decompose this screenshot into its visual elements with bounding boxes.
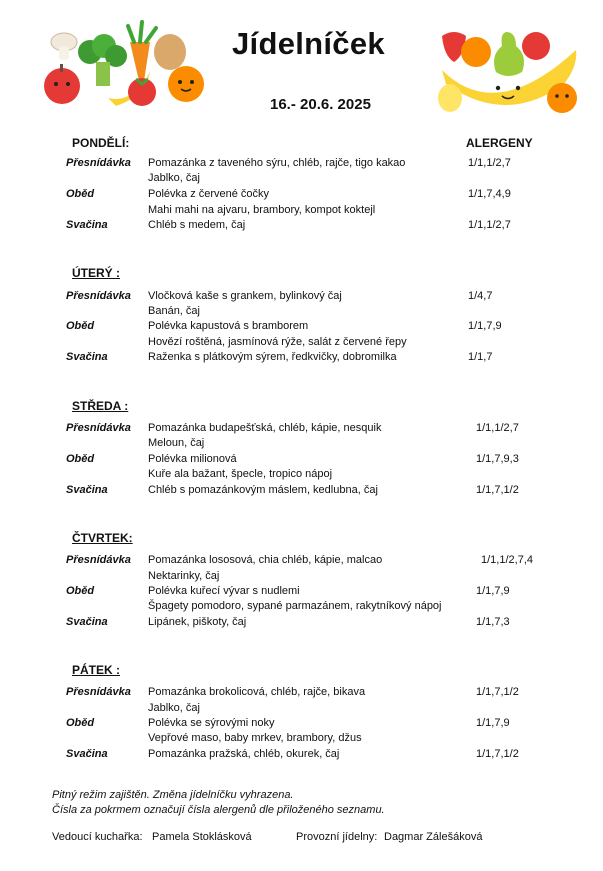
meal-line: Jablko, čaj bbox=[148, 702, 200, 714]
meal-allergens: 1/1,7,9,3 bbox=[476, 453, 519, 465]
meal-allergens: 1/1,7,1/2 bbox=[476, 484, 519, 496]
head-cook-name: Pamela Stoklásková bbox=[152, 831, 252, 843]
meal-allergens: 1/1,1/2,7 bbox=[468, 219, 511, 231]
allergens-column-header: ALERGENY bbox=[466, 136, 533, 150]
day-heading: PONDĚLÍ: bbox=[72, 136, 130, 150]
meal-line: Špagety pomodoro, sypané parmazánem, rakytníkový nápoj bbox=[148, 600, 442, 612]
meal-allergens: 1/1,1/2,7,4 bbox=[481, 554, 533, 566]
meal-allergens: 1/1,1/2,7 bbox=[468, 157, 511, 169]
meal-label: Oběd bbox=[66, 585, 95, 597]
meal-label: Svačina bbox=[66, 351, 108, 363]
meal-label: Svačina bbox=[66, 616, 108, 628]
meal-line: Polévka se sýrovými noky bbox=[148, 717, 275, 729]
day-heading: PÁTEK : bbox=[72, 663, 120, 677]
meal-allergens: 1/1,7,1/2 bbox=[476, 748, 519, 760]
footer-note: Pitný režim zajištěn. Změna jídelníčku vyhrazena. bbox=[52, 789, 294, 801]
meal-label: Přesnídávka bbox=[66, 290, 131, 302]
meal-line: Polévka kapustová s bramborem bbox=[148, 320, 309, 332]
meal-allergens: 1/4,7 bbox=[468, 290, 493, 302]
meal-label: Oběd bbox=[66, 188, 95, 200]
meal-label: Přesnídávka bbox=[66, 422, 131, 434]
meal-line: Pomazánka budapešťská, chléb, kápie, nesquik bbox=[148, 422, 382, 434]
meal-allergens: 1/1,7 bbox=[468, 351, 493, 363]
meal-allergens: 1/1,7,3 bbox=[476, 616, 510, 628]
meal-line: Polévka milionová bbox=[148, 453, 237, 465]
meal-label: Přesnídávka bbox=[66, 686, 131, 698]
page-title: Jídelníček bbox=[232, 26, 385, 61]
meal-label: Oběd bbox=[66, 717, 95, 729]
meal-line: Chléb s pomazánkovým máslem, kedlubna, čaj bbox=[148, 484, 378, 496]
meal-line: Pomazánka lososová, chia chléb, kápie, malcao bbox=[148, 554, 383, 566]
meal-line: Polévka kuřecí vývar s nudlemi bbox=[148, 585, 300, 597]
meal-label: Oběd bbox=[66, 320, 95, 332]
meal-allergens: 1/1,7,9 bbox=[476, 585, 510, 597]
meal-line: Lipánek, piškoty, čaj bbox=[148, 616, 247, 628]
day-heading: ČTVRTEK: bbox=[72, 531, 133, 545]
head-cook-label: Vedoucí kuchařka: bbox=[52, 831, 143, 843]
meal-label: Přesnídávka bbox=[66, 157, 131, 169]
meal-allergens: 1/1,7,9 bbox=[476, 717, 510, 729]
meal-line: Pomazánka z taveného sýru, chléb, rajče, tigo kakao bbox=[148, 157, 406, 169]
meal-label: Svačina bbox=[66, 484, 108, 496]
day-heading: ÚTERÝ : bbox=[72, 266, 120, 280]
meal-line: Chléb s medem, čaj bbox=[148, 219, 246, 231]
meal-allergens: 1/1,7,9 bbox=[468, 320, 502, 332]
meal-label: Přesnídávka bbox=[66, 554, 131, 566]
meal-label: Oběd bbox=[66, 453, 95, 465]
meal-line: Banán, čaj bbox=[148, 305, 200, 317]
day-heading: STŘEDA : bbox=[72, 399, 129, 413]
meal-line: Vepřové maso, baby mrkev, brambory, džus bbox=[148, 732, 362, 744]
meal-line: Polévka z červené čočky bbox=[148, 188, 270, 200]
meal-line: Vločková kaše s grankem, bylinkový čaj bbox=[148, 290, 342, 302]
meal-line: Jablko, čaj bbox=[148, 172, 200, 184]
date-range: 16.- 20.6. 2025 bbox=[270, 96, 371, 113]
meal-line: Kuře ala bažant, špecle, tropico nápoj bbox=[148, 468, 333, 480]
fruits-vegetables-illustration-left bbox=[38, 12, 218, 107]
meal-allergens: 1/1,1/2,7 bbox=[476, 422, 519, 434]
meal-line: Pomazánka brokolicová, chléb, rajče, bikava bbox=[148, 686, 366, 698]
meal-line: Pomazánka pražská, chléb, okurek, čaj bbox=[148, 748, 340, 760]
meal-line: Nektarinky, čaj bbox=[148, 570, 220, 582]
meal-label: Svačina bbox=[66, 219, 108, 231]
meal-allergens: 1/1,7,4,9 bbox=[468, 188, 511, 200]
meal-allergens: 1/1,7,1/2 bbox=[476, 686, 519, 698]
meal-line: Mahi mahi na ajvaru, brambory, kompot koktejl bbox=[148, 204, 376, 216]
canteen-manager-label: Provozní jídelny: bbox=[296, 831, 378, 843]
canteen-manager-name: Dagmar Zálešáková bbox=[384, 831, 483, 843]
footer-note: Čísla za pokrmem označují čísla alergenů dle přiloženého seznamu. bbox=[52, 804, 385, 816]
meal-line: Hovězí roštěná, jasmínová rýže, salát z červené řepy bbox=[148, 336, 407, 348]
fruits-illustration-right bbox=[436, 26, 582, 116]
meal-line: Raženka s plátkovým sýrem, ředkvičky, dobromilka bbox=[148, 351, 397, 363]
meal-label: Svačina bbox=[66, 748, 108, 760]
meal-line: Meloun, čaj bbox=[148, 437, 205, 449]
